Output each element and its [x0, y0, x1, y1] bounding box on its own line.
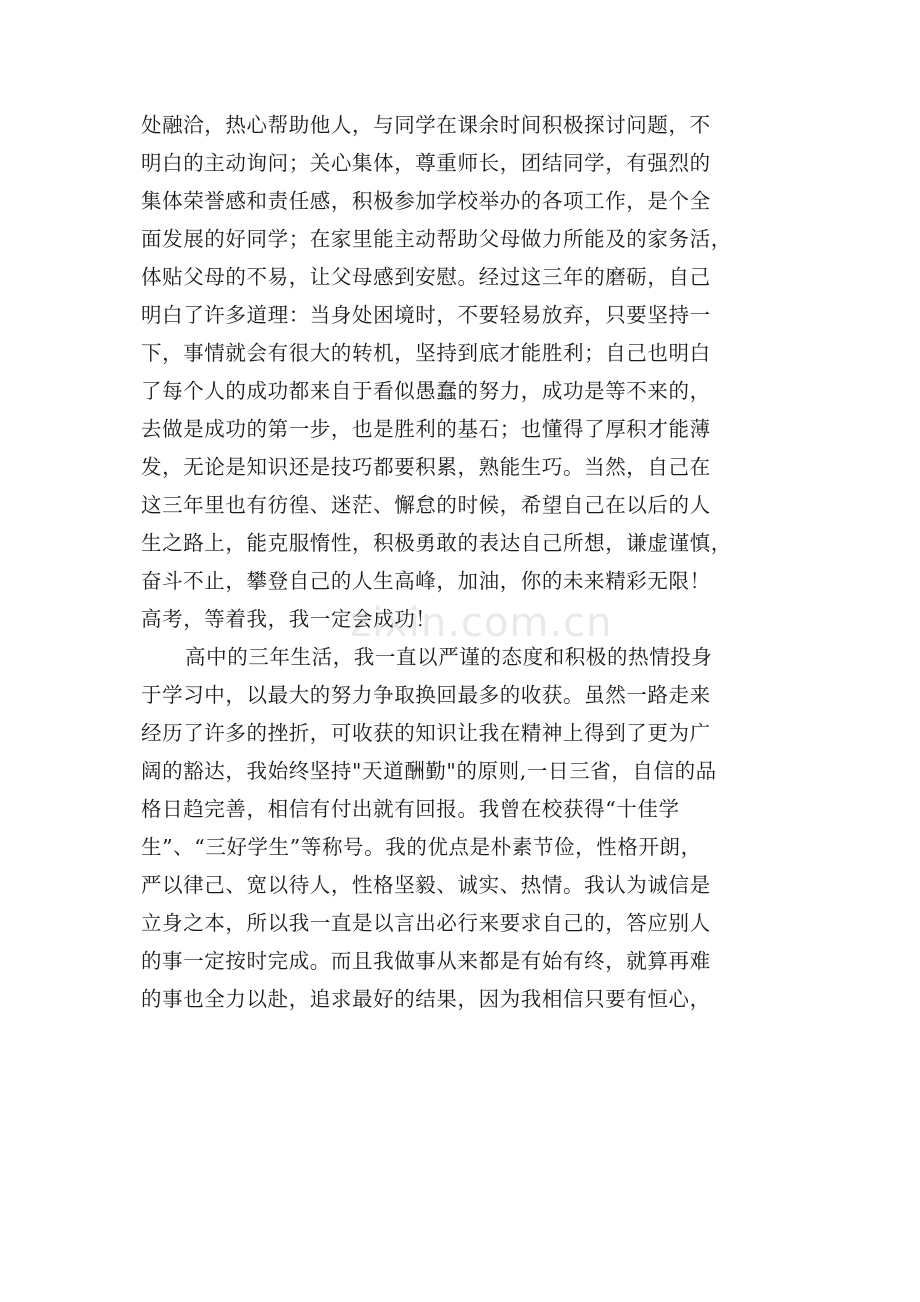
text-line: 的事也全力以赴，追求最好的结果，因为我相信只要有恒心， — [141, 987, 711, 1011]
text-line: 明白了许多道理：当身处困境时，不要轻易放弃，只要坚持一 — [141, 303, 711, 327]
text-line: 立身之本，所以我一直是以言出必行来要求自己的，答应别人 — [141, 911, 711, 935]
text-line: 下，事情就会有很大的转机，坚持到底才能胜利；自己也明白 — [141, 341, 711, 365]
text-line: 面发展的好同学；在家里能主动帮助父母做力所能及的家务活， — [141, 227, 732, 251]
text-line: 这三年里也有彷徨、迷茫、懈怠的时候，希望自己在以后的人 — [141, 493, 711, 517]
text-line: 明白的主动询问；关心集体，尊重师长，团结同学，有强烈的 — [141, 151, 711, 175]
watermark: zixin.com.cn — [350, 600, 613, 646]
text-line: 严以律己、宽以待人，性格坚毅、诚实、热情。我认为诚信是 — [141, 873, 711, 897]
text-line: 高中的三年生活，我一直以严谨的态度和积极的热情投身 — [185, 645, 713, 669]
text-line: 发，无论是知识还是技巧都要积累，熟能生巧。当然，自己在 — [141, 455, 711, 479]
body-text — [141, 106, 781, 1018]
text-line: 体贴父母的不易，让父母感到安慰。经过这三年的磨砺，自己 — [141, 265, 711, 289]
text-line: 处融洽，热心帮助他人，与同学在课余时间积极探讨问题，不 — [141, 113, 711, 137]
text-line: 的事一定按时完成。而且我做事从来都是有始有终，就算再难 — [141, 949, 711, 973]
text-line: 阔的豁达，我始终坚持"天道酬勤"的原则,一日三省，自信的品 — [141, 759, 717, 783]
text-line: 集体荣誉感和责任感，积极参加学校举办的各项工作，是个全 — [141, 189, 711, 213]
text-line: 经历了许多的挫折，可收获的知识让我在精神上得到了更为广 — [141, 721, 711, 745]
text-line: 格日趋完善，相信有付出就有回报。我曾在校获得“十佳学 — [141, 797, 680, 821]
text-line: 生”、“三好学生”等称号。我的优点是朴素节俭，性格开朗， — [141, 835, 702, 859]
text-line: 高考，等着我，我一定会成功！ — [141, 607, 437, 631]
text-line: 生之路上，能克服惰性，积极勇敢的表达自己所想，谦虚谨慎， — [141, 531, 732, 555]
text-line: 了每个人的成功都来自于看似愚蠢的努力，成功是等不来的， — [141, 379, 711, 403]
paragraph-1 — [141, 106, 781, 638]
text-line: 去做是成功的第一步，也是胜利的基石；也懂得了厚积才能薄 — [141, 417, 711, 441]
text-line: 奋斗不止，攀登自己的人生高峰，加油，你的未来精彩无限！ — [141, 569, 711, 593]
text-line: 于学习中，以最大的努力争取换回最多的收获。虽然一路走来 — [141, 683, 711, 707]
paragraph-2 — [141, 638, 781, 1018]
